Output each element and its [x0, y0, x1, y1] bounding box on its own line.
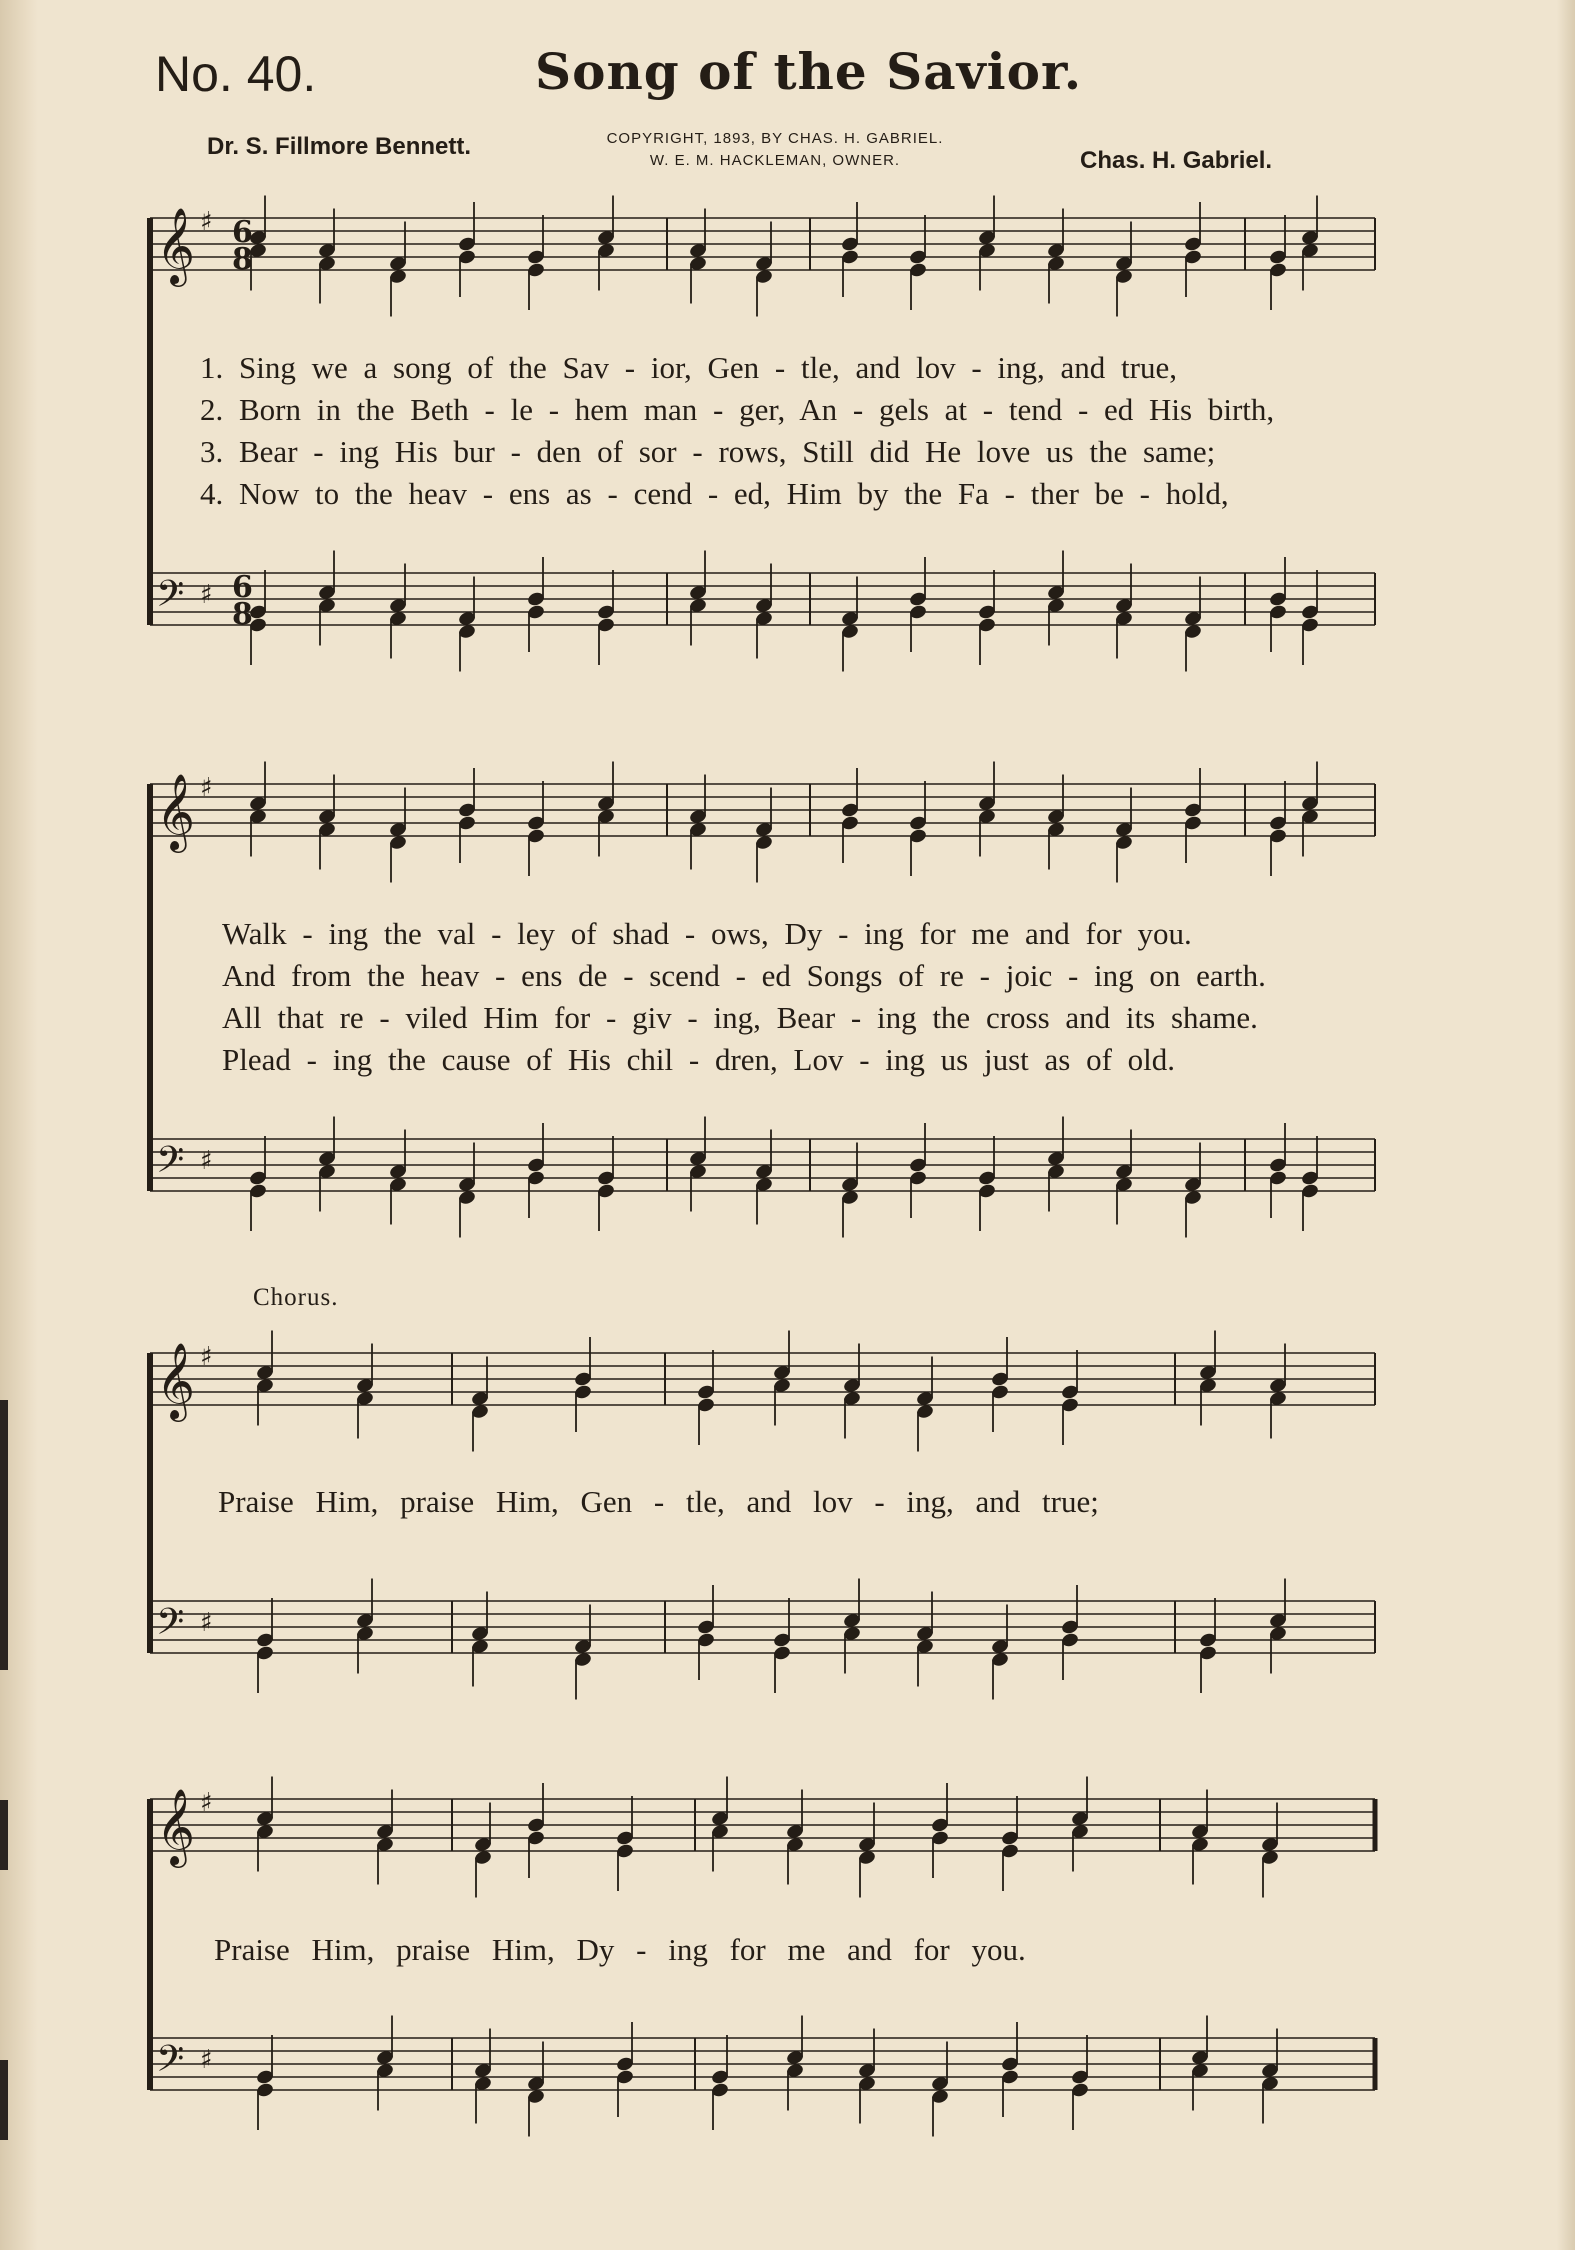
- time-signature-top: 6: [232, 215, 253, 250]
- bass-clef-icon: 𝄢: [156, 2038, 185, 2089]
- time-signature-bottom: 8: [232, 242, 253, 277]
- treble-clef-icon: 𝄞: [156, 1788, 196, 1865]
- lyric-line: Plead - ing the cause of His chil - dren, Lov - ing us just as of old.: [222, 1042, 1176, 1077]
- lyric-line: All that re - viled Him for - giv - ing, Bear - ing the cross and its shame.: [222, 1000, 1258, 1035]
- lyric-line: 3. Bear - ing His bur - den of sor - rows, Still did He love us the same;: [200, 434, 1216, 469]
- lyric-line: Praise Him, praise Him, Gen - tle, and lov - ing, and true;: [218, 1484, 1099, 1519]
- lyric-line: Walk - ing the val - ley of shad - ows, Dy - ing for me and for you.: [222, 916, 1192, 951]
- treble-clef-icon: 𝄞: [156, 207, 196, 284]
- bass-clef-icon: 𝄢: [156, 1139, 185, 1190]
- key-signature-sharp-icon: ♯: [200, 1788, 213, 1818]
- copyright-line: COPYRIGHT, 1893, BY CHAS. H. GABRIEL.: [606, 130, 944, 147]
- composer: Chas. H. Gabriel.: [1080, 147, 1273, 174]
- key-signature-sharp-icon: ♯: [200, 207, 213, 237]
- time-signature-bottom: 8: [232, 597, 253, 632]
- key-signature-sharp-icon: ♯: [200, 1146, 213, 1176]
- lyric-line: 1. Sing we a song of the Sav - ior, Gen - tle, and lov - ing, and true,: [200, 350, 1178, 385]
- key-signature-sharp-icon: ♯: [200, 2045, 213, 2075]
- treble-clef-icon: 𝄞: [156, 773, 196, 850]
- treble-clef-icon: 𝄞: [156, 1342, 196, 1419]
- bass-clef-icon: 𝄢: [156, 1601, 185, 1652]
- key-signature-sharp-icon: ♯: [200, 773, 213, 803]
- time-signature-top: 6: [232, 570, 253, 605]
- lyricist: Dr. S. Fillmore Bennett.: [207, 133, 472, 160]
- lyric-line: Praise Him, praise Him, Dy - ing for me and for you.: [214, 1932, 1026, 1967]
- hymn-title: Song of the Savior.: [535, 42, 1083, 101]
- lyric-line: 2. Born in the Beth - le - hem man - ger, An - gels at - tend - ed His birth,: [200, 392, 1275, 427]
- copyright-owner: W. E. M. HACKLEMAN, OWNER.: [649, 152, 901, 169]
- hymn-number: No. 40.: [155, 46, 317, 102]
- key-signature-sharp-icon: ♯: [200, 1342, 213, 1372]
- chorus-label: Chorus.: [253, 1284, 339, 1311]
- lyric-line: And from the heav - ens de - scend - ed Songs of re - joic - ing on earth.: [222, 958, 1266, 993]
- lyric-line: 4. Now to the heav - ens as - cend - ed, Him by the Fa - ther be - hold,: [200, 476, 1229, 511]
- key-signature-sharp-icon: ♯: [200, 580, 213, 610]
- bass-clef-icon: 𝄢: [156, 573, 185, 624]
- key-signature-sharp-icon: ♯: [200, 1608, 213, 1638]
